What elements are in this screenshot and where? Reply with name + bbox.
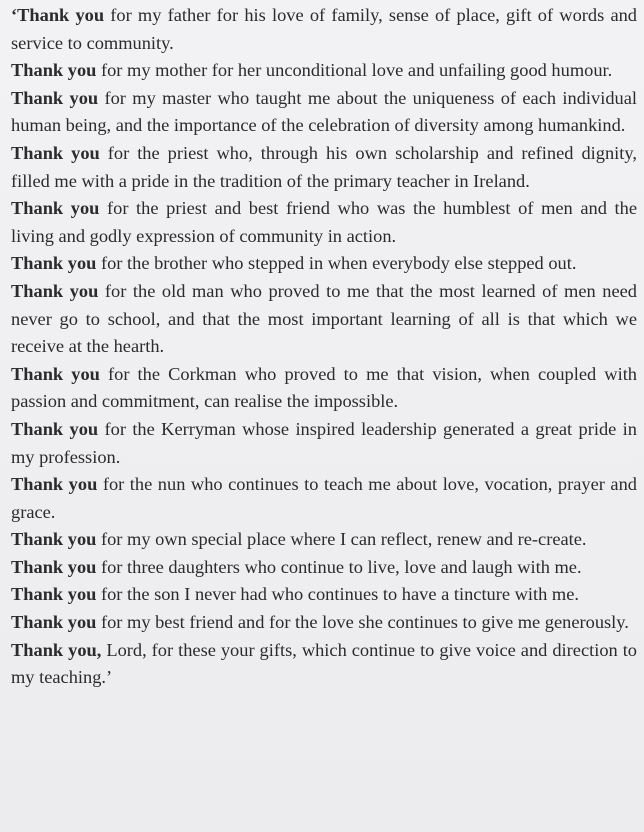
- paragraph-text: for the brother who stepped in when everybody else stepped out.: [96, 253, 577, 274]
- paragraph-13: [11, 581, 637, 609]
- paragraph-text: for the priest who, through his own scholarship and refined dignity, filled me with a pride in the tradition of the primary teacher in Ireland.: [11, 142, 637, 191]
- paragraph-7: [11, 278, 637, 361]
- paragraph-15: [11, 637, 637, 692]
- paragraph-text: for the nun who continues to teach me about love, vocation, prayer and grace.: [11, 474, 637, 522]
- thank-you-lead: Thank you: [11, 556, 97, 577]
- paragraph-2: [11, 57, 637, 85]
- paragraph-text: for the son I never had who continues to have a tincture with me.: [96, 584, 579, 605]
- thank-you-lead: Thank you: [11, 529, 97, 550]
- paragraph-text: for the old man who proved to me that the most learned of men need never go to school, and that the most important learning of all is that which we receive at the hearth.: [11, 280, 637, 357]
- thank-you-lead: Thank you: [11, 612, 97, 633]
- paragraph-14: [11, 609, 637, 637]
- paragraph-text: for the Kerryman whose inspired leadership generated a great pride in my profession.: [11, 418, 637, 467]
- thank-you-lead: Thank you: [11, 198, 100, 219]
- paragraph-text: for the priest and best friend who was the humblest of men and the living and godly expression of community in action.: [11, 198, 637, 246]
- paragraph-text: for the Corkman who proved to me that vision, when coupled with passion and commitment, can realise the impossible.: [11, 363, 637, 412]
- paragraph-text: for my best friend and for the love she continues to give me generously.: [96, 612, 629, 633]
- paragraph-4: [11, 140, 637, 195]
- thank-you-lead: Thank you,: [11, 639, 102, 660]
- paragraph-text: Lord, for these your gifts, which continue to give voice and direction to my teaching.’: [11, 639, 637, 688]
- thank-you-lead: Thank you: [11, 60, 97, 81]
- thank-you-lead: Thank you: [11, 87, 99, 108]
- paragraph-text: for three daughters who continue to live, love and laugh with me.: [96, 556, 582, 577]
- thank-you-lead: Thank you: [11, 363, 100, 384]
- thank-you-lead: Thank you: [11, 584, 97, 605]
- thank-you-lead: Thank you: [11, 142, 100, 163]
- paragraph-3: [11, 85, 637, 140]
- paragraph-text: for my master who taught me about the uniqueness of each individual human being, and the importance of the celebration of diversity among humankind.: [11, 87, 637, 136]
- paragraph-text: for my own special place where I can reflect, renew and re-create.: [96, 529, 587, 550]
- thank-you-lead: Thank you: [11, 418, 99, 439]
- paragraph-1: [11, 2, 637, 57]
- paragraph-8: [11, 361, 637, 416]
- paragraph-11: [11, 526, 637, 554]
- paragraph-9: [11, 416, 637, 471]
- thank-you-lead: Thank you: [11, 474, 98, 495]
- paragraph-text: for my mother for her unconditional love and unfailing good humour.: [96, 60, 613, 81]
- thank-you-lead: ‘Thank you: [11, 5, 105, 25]
- paragraph-10: [11, 471, 637, 526]
- thank-you-lead: Thank you: [11, 280, 99, 301]
- paragraph-12: [11, 554, 637, 582]
- thank-you-lead: Thank you: [11, 253, 97, 274]
- paragraph-5: [11, 195, 637, 250]
- paragraph-text: for my father for his love of family, sense of place, gift of words and service to community.: [11, 5, 637, 53]
- paragraph-6: [11, 250, 637, 278]
